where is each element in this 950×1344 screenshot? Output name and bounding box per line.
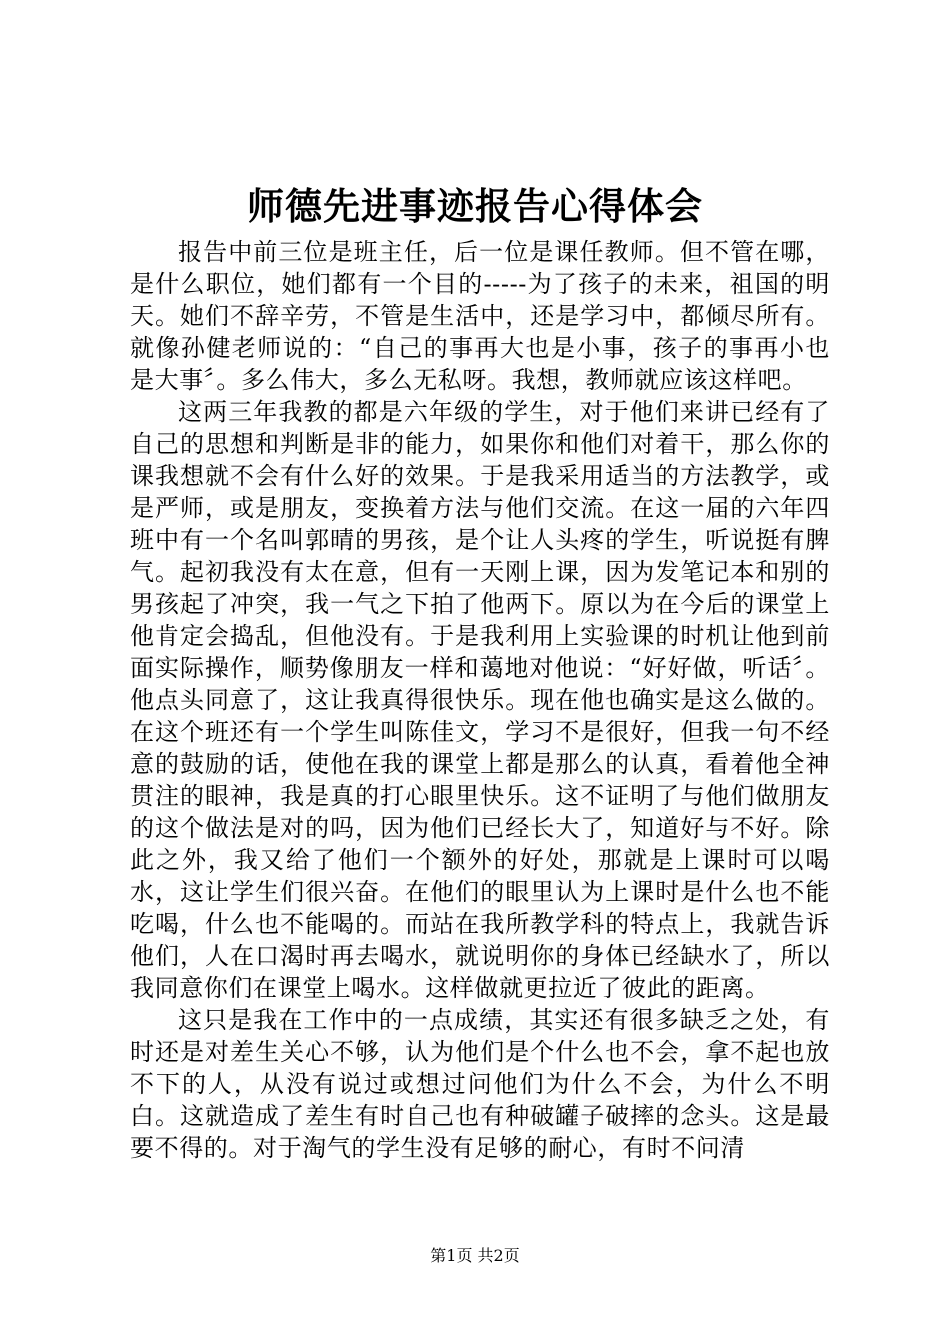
paragraph-3: 这只是我在工作中的一点成绩，其实还有很多缺乏之处，有时还是对差生关心不够，认为他们是个什么也不会，拿不起也放不下的人，从没有说过或想过问他们为什么不会，为什么不明白。这就造成了差生有时自己也有种破罐子破摔的念头。这是最要不得的。对于淘气的学生没有足够的耐心，有时不问清 [130, 1006, 830, 1162]
document-body [130, 236, 830, 1164]
paragraph-2: 这两三年我教的都是六年级的学生，对于他们来讲已经有了自己的思想和判断是非的能力，如果你和他们对着干，那么你的课我想就不会有什么好的效果。于是我采用适当的方法教学，或是严师，或是朋友，变换着方法与他们交流。在这一届的六年四班中有一个名叫郭晴的男孩，是个让人头疼的学生，听说挺有脾气。起初我没有太在意，但有一天刚上课，因为发笔记本和别的男孩起了冲突，我一气之下拍了他两下。原以为在今后的课堂上他肯定会捣乱，但他没有。于是我利用上实验课的时机让他到前面实际操作，顺势像朋友一样和蔼地对他说：“好好做，听话〞。他点头同意了，这让我真得很快乐。现在他也确实是这么做的。在这个班还有一个学生叫陈佳文，学习不是很好，但我一句不经意的鼓励的话，使他在我的课堂上都是那么的认真，看着他全神贯注的眼神，我是真的打心眼里快乐。这不证明了与他们做朋友的这个做法是对的吗，因为他们已经长大了，知道好与不好。除此之外，我又给了他们一个额外的好处，那就是上课时可以喝水，这让学生们很兴奋。在他们的眼里认为上课时是什么也不能吃喝，什么也不能喝的。而站在我所教学科的特点上，我就告诉他们，人在口渴时再去喝水，就说明你的身体已经缺水了，所以我同意你们在课堂上喝水。这样做就更拉近了彼此的距离。 [130, 398, 830, 1002]
paragraph-1: 报告中前三位是班主任，后一位是课任教师。但不管在哪，是什么职位，她们都有一个目的-----为了孩子的未来，祖国的明天。她们不辞辛劳，不管是生活中，还是学习中，都倾尽所有。就像孙健老师说的：“自己的事再大也是小事，孩子的事再小也是大事〞。多么伟大，多么无私呀。我想，教师就应该这样吧。 [130, 238, 830, 394]
page-footer: 第1页 共2页 [430, 1246, 520, 1265]
document-title: 师德先进事迹报告心得体会 [247, 185, 703, 228]
